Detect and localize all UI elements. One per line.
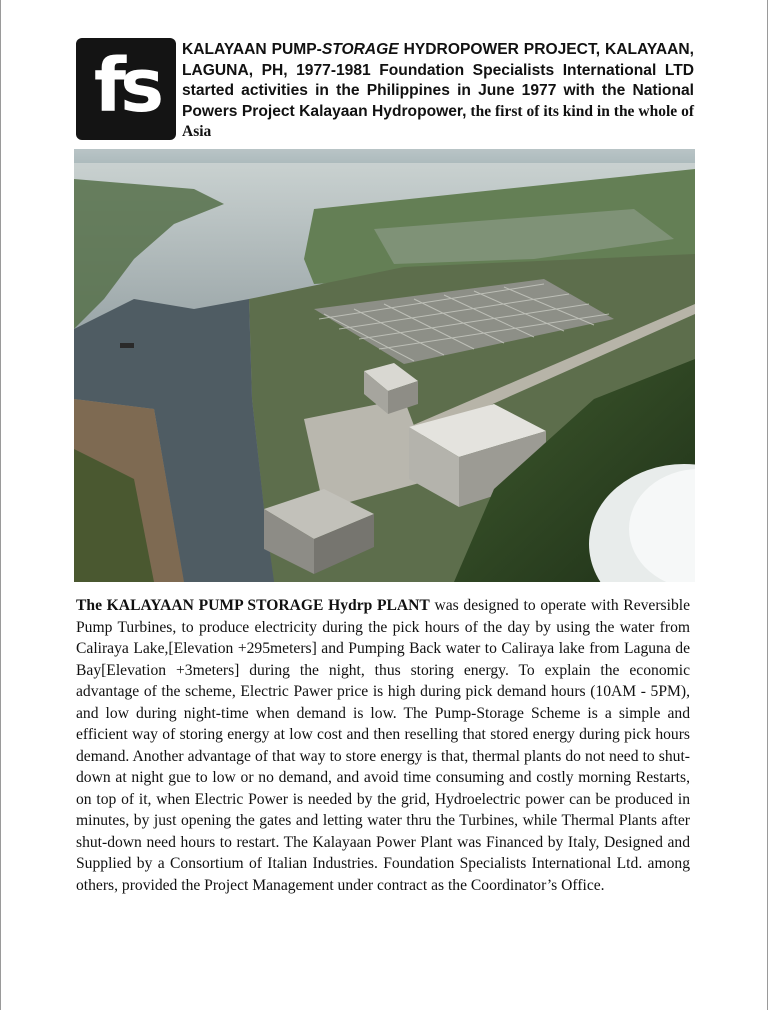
body-lead: The KALAYAAN PUMP STORAGE Hydrp PLANT (76, 597, 430, 614)
heading-tail: the first of its kind in the whole of Asia (182, 102, 694, 140)
heading-part2: HYDROPOWER PROJECT, KALAYAAN, LAGUNA, PH, 1977-1981 Foundation Specialists International LTD started activities in the Philippines in June 1977 with the National Powers Project Kalayaan Hydropower, (182, 41, 694, 120)
heading-italic: STORAGE (321, 41, 399, 58)
page-border-left (0, 0, 1, 1010)
aerial-photo (74, 149, 695, 582)
heading-part1: KALAYAAN PUMP- (182, 41, 322, 58)
heading (182, 40, 694, 143)
aerial-photo-illustration (74, 149, 695, 582)
logo-lettering: fs (93, 43, 159, 129)
body-text: was designed to operate with Reversible Pump Turbines, to produce electricity during the pick hours of the day by using the water from Caliraya Lake,[Elevation +295meters] and Pumping Back water to Caliraya lake from Laguna de Bay[Elevation +3meters] during the night, thus storing energy. To explain the economic advantage of the scheme, Electric Pawer price is high during pick demand hours (10AM - 5PM), and low during night-time when demand is low. The Pump-Storage Scheme is a simple and efficient way of storing energy at low cost and then reselling that stored energy during pick hours demand. Another advantage of that way to store energy is that, thermal plants do not need to shut-down at night gue to low or no demand, and avoid time consuming and costly morning Restarts, on top of it, when Electric Power is needed by the grid, Hydroelectric power can be produced in minutes, by just opening the gates and letting water thru the Turbines, while Thermal Plants after shut-down need hours to restart. The Kalayaan Power Plant was Financed by Italy, Designed and Supplied by a Consortium of Italian Industries. Foundation Specialists International Ltd. among others, provided the Project Management under contract as the Coordinator’s Office. (76, 597, 690, 894)
fs-logo (76, 38, 176, 140)
boat (120, 343, 134, 348)
body-paragraph (76, 595, 690, 896)
